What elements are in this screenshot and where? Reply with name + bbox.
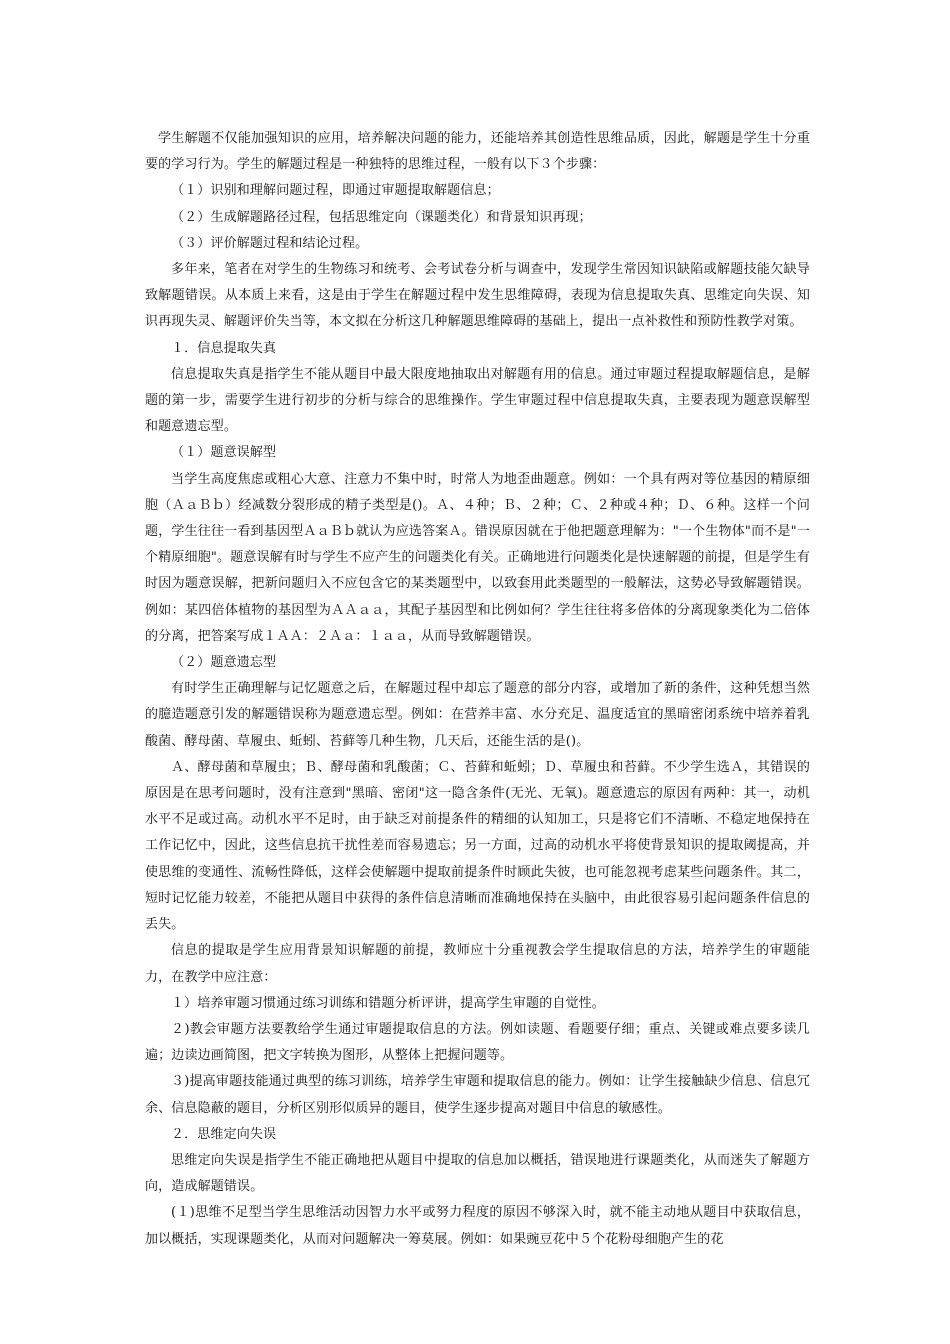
subsection-heading: （１）题意误解型 — [171, 445, 277, 461]
paragraph: 多年来，笔者在对学生的生物练习和统考、会考试卷分析与调查中，发现学生常因知识缺陷或解题技能欠缺导致解题错误。从本质上来看，这是由于学生在解题过程中发生思维障碍，表现为信息提取失真、思维定向失误、知识再现失灵、解题评价失当等，本文拟在分析这几种解题思维障碍的基础上，提出一点补救性和预防性教学对策。 — [145, 262, 810, 330]
section-heading: １．信息提取失真 — [171, 340, 277, 356]
paragraph: 信息提取失真是指学生不能从题目中最大限度地抽取出对解题有用的信息。通过审题过程提取解题信息，是解题的第一步，需要学生进行初步的分析与综合的思维操作。学生审题过程中信息提取失真，主要表现为题意误解型和题意遗忘型。 — [145, 366, 810, 435]
document-body — [145, 126, 810, 1253]
section-heading: ２．思维定向失误 — [171, 1126, 277, 1142]
step-item: （３）评价解题过程和结论过程。 — [171, 235, 369, 251]
paragraph: (１)思维不足型当学生思维活动因智力水平或努力程度的原因不够深入时，就不能主动地从题目中获取信息，加以概括，实现课题类化，从而对问题解决一筹莫展。例如：如果豌豆花中５个花粉母细胞产生的花 — [145, 1205, 810, 1247]
paragraph: 思维定向失误是指学生不能正确地把从题目中提取的信息加以概括，错误地进行课题类化，从而迷失了解题方向，造成解题错误。 — [145, 1152, 810, 1195]
list-item: １）培养审题习惯通过练习训练和错题分析评讲，提高学生审题的自觉性。 — [171, 995, 605, 1011]
step-item: （２）生成解题路径过程，包括思维定向（课题类化）和背景知识再现； — [171, 209, 592, 225]
list-item: ２)教会审题方法要教给学生通过审题提取信息的方法。例如读题、看题要仔细；重点、关键或难点要多读几遍；边读边画简图，把文字转换为图形，从整体上把握问题等。 — [145, 1021, 810, 1064]
subsection-heading: （２）题意遗忘型 — [171, 655, 277, 671]
list-item: ３)提高审题技能通过典型的练习训练，培养学生审题和提取信息的能力。例如：让学生接触缺少信息、信息冗余、信息隐蔽的题目，分析区别形似质异的题目，使学生逐步提高对题目中信息的敏感性。 — [145, 1074, 810, 1116]
paragraph: 信息的提取是学生应用背景知识解题的前提，教师应十分重视教会学生提取信息的方法，培养学生的审题能力，在教学中应注意： — [145, 943, 810, 985]
paragraph: 当学生高度焦虑或粗心大意、注意力不集中时，时常人为地歪曲题意。例如：一个具有两对等位基因的精原细胞（ＡａＢｂ）经减数分裂形成的精子类型是()。Ａ、４种；Ｂ、２种；Ｃ、２种或４种；Ｄ、６种。这样一个问题，学生往往一看到基因型ＡａＢｂ就认为应选答案Ａ。错误原因就在于他把题意理解为："一个生物体"而不是"一个精原细胞"。题意误解有时与学生不应产生的问题类化有关。正确地进行问题类化是快速解题的前提，但是学生有时因为题意误解，把新问题归入不应包含它的某类题型中，以致套用此类题型的一般解法，这势必导致解题错误。例如：某四倍体植物的基因型为ＡＡａａ，其配子基因型和比例如何？学生往往将多倍体的分离现象类化为二倍体的分离，把答案写成１ＡＡ：２Ａａ：１ａａ，从而导致解题错误。 — [145, 471, 810, 644]
paragraph: 学生解题不仅能加强知识的应用，培养解决问题的能力，还能培养其创造性思维品质，因此，解题是学生十分重要的学习行为。学生的解题过程是一种独特的思维过程，一般有以下３个步骤： — [145, 131, 810, 173]
paragraph: Ａ、酵母菌和草履虫；Ｂ、酵母菌和乳酸菌；Ｃ、苔藓和蚯蚓；Ｄ、草履虫和苔藓。不少学生选Ａ，其错误的原因是在思考问题时，没有注意到"黑暗、密闭"这一隐含条件(无光、无氧)。题意遗忘的原因有两种：其一，动机水平不足或过高。动机水平不足时，由于缺乏对前提条件的精细的认知加工，只是将它们不清晰、不稳定地保持在工作记忆中，因此，这些信息抗干扰性差而容易遗忘；另一方面，过高的动机水平将使背景知识的提取阈提高，并使思维的变通性、流畅性降低，这样会使解题中提取前提条件时顾此失彼，也可能忽视考虑某些问题条件。其二，短时记忆能力较差，不能把从题目中获得的条件信息清晰而准确地保持在头脑中，由此很容易引起问题条件信息的丢失。 — [145, 759, 810, 933]
step-item: （１）识别和理解问题过程，即通过审题提取解题信息； — [171, 183, 500, 199]
paragraph: 有时学生正确理解与记忆题意之后，在解题过程中却忘了题意的部分内容，或增加了新的条件，这种凭想当然的臆造题意引发的解题错误称为题意遗忘型。例如：在营养丰富、水分充足、温度适宜的黑暗密闭系统中培养着乳酸菌、酵母菌、草履虫、蚯蚓、苔藓等几种生物，几天后，还能生活的是()。 — [145, 681, 810, 749]
